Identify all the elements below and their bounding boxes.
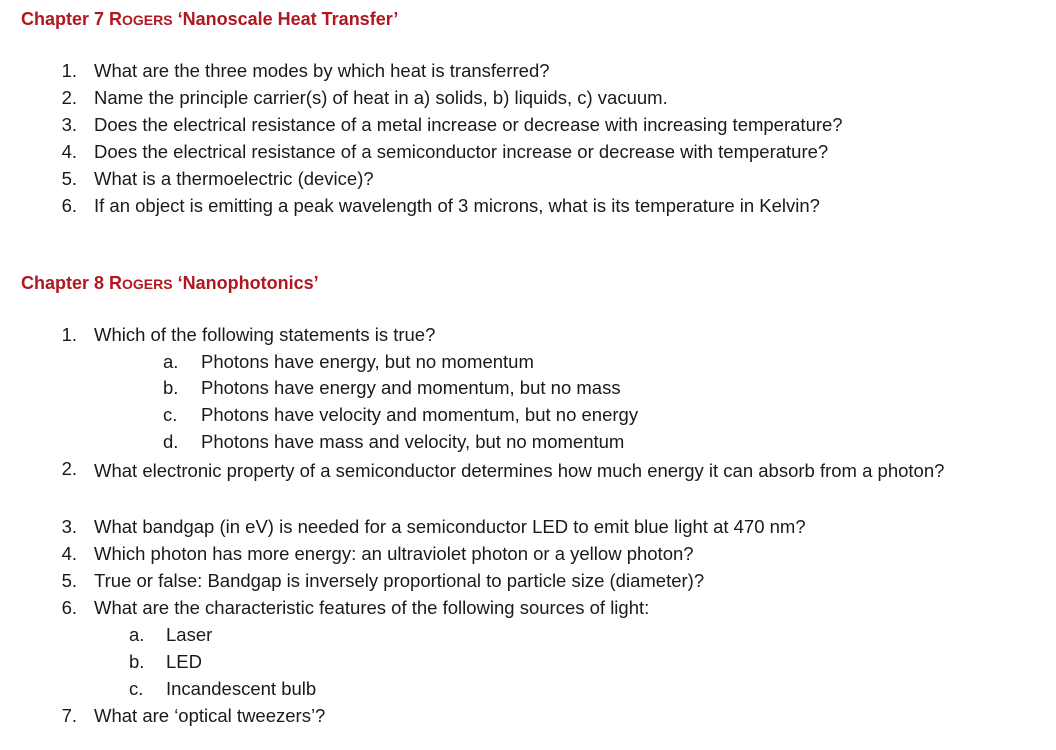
item-text: If an object is emitting a peak wavelength of 3 microns, what is its temperature in Kelvin? (94, 195, 820, 216)
chapter8-heading-title: ‘Nanophotonics’ (172, 273, 319, 293)
option-text: Incandescent bulb (166, 678, 317, 699)
option-letter: c. (163, 404, 178, 425)
list-item (57, 138, 1017, 165)
list-item (57, 567, 1017, 594)
option-text: Photons have mass and velocity, but no momentum (201, 431, 625, 452)
chapter7-author-initial: R (109, 9, 123, 29)
chapter7-heading (21, 8, 398, 31)
chapter8-author-rest: OGERS (122, 276, 173, 292)
item-number: 1. (61, 60, 77, 81)
item-number: 2. (61, 458, 77, 479)
chapter8-heading (21, 272, 319, 295)
option-letter: a. (163, 351, 179, 372)
option-letter: d. (163, 431, 179, 452)
list-item (57, 594, 1017, 621)
chapter8-heading-prefix: Chapter 8 (21, 273, 110, 293)
chapter7-author-rest: OGERS (122, 12, 173, 28)
item-text: What are the characteristic features of the following sources of light: (94, 597, 650, 618)
chapter7-heading-title: ‘Nanoscale Heat Transfer’ (172, 9, 399, 29)
chapter8-author-initial: R (109, 273, 123, 293)
option-item (129, 621, 829, 648)
item-number: 2. (61, 87, 77, 108)
chapter7-heading-prefix: Chapter 7 (21, 9, 110, 29)
option-letter: b. (163, 377, 179, 398)
item-text: Name the principle carrier(s) of heat in a) solids, b) liquids, c) vacuum. (94, 87, 668, 108)
item-number: 6. (61, 195, 77, 216)
item-number: 5. (61, 168, 77, 189)
item-text: What are the three modes by which heat is transferred? (94, 60, 550, 81)
item-text: Which photon has more energy: an ultraviolet photon or a yellow photon? (94, 543, 694, 564)
option-letter: c. (129, 678, 144, 699)
list-item (57, 111, 1017, 138)
item-text: What electronic property of a semiconductor determines how much energy it can absorb from a photon? (94, 460, 945, 481)
option-item (129, 648, 829, 675)
list-item (57, 84, 1017, 111)
list-item (57, 513, 1017, 540)
option-item (163, 348, 863, 375)
option-text: Laser (166, 624, 213, 645)
option-text: Photons have energy, but no momentum (201, 351, 534, 372)
list-item (57, 192, 1017, 219)
item-number: 4. (61, 141, 77, 162)
item-text: What bandgap (in eV) is needed for a semiconductor LED to emit blue light at 470 nm? (94, 516, 806, 537)
item-text: What are ‘optical tweezers’? (94, 705, 326, 726)
option-item (129, 675, 829, 702)
list-item (57, 702, 1017, 729)
item-number: 3. (61, 516, 77, 537)
item-number: 4. (61, 543, 77, 564)
item-number: 6. (61, 597, 77, 618)
option-text: LED (166, 651, 202, 672)
item-text: Does the electrical resistance of a semiconductor increase or decrease with temperature? (94, 141, 829, 162)
option-letter: a. (129, 624, 145, 645)
item-number: 3. (61, 114, 77, 135)
list-item (57, 455, 1017, 509)
item-number: 7. (61, 705, 77, 726)
item-number: 1. (61, 324, 77, 345)
option-item (163, 401, 863, 428)
item-text: Does the electrical resistance of a metal increase or decrease with increasing temperature? (94, 114, 843, 135)
list-item (57, 321, 1017, 348)
item-text: True or false: Bandgap is inversely proportional to particle size (diameter)? (94, 570, 705, 591)
item-text: What is a thermoelectric (device)? (94, 168, 374, 189)
option-letter: b. (129, 651, 145, 672)
item-number: 5. (61, 570, 77, 591)
list-item (57, 57, 1017, 84)
option-text: Photons have energy and momentum, but no mass (201, 377, 621, 398)
item-text: Which of the following statements is true? (94, 324, 436, 345)
option-item (163, 428, 863, 455)
list-item (57, 540, 1017, 567)
list-item (57, 165, 1017, 192)
option-item (163, 374, 863, 401)
option-text: Photons have velocity and momentum, but no energy (201, 404, 639, 425)
